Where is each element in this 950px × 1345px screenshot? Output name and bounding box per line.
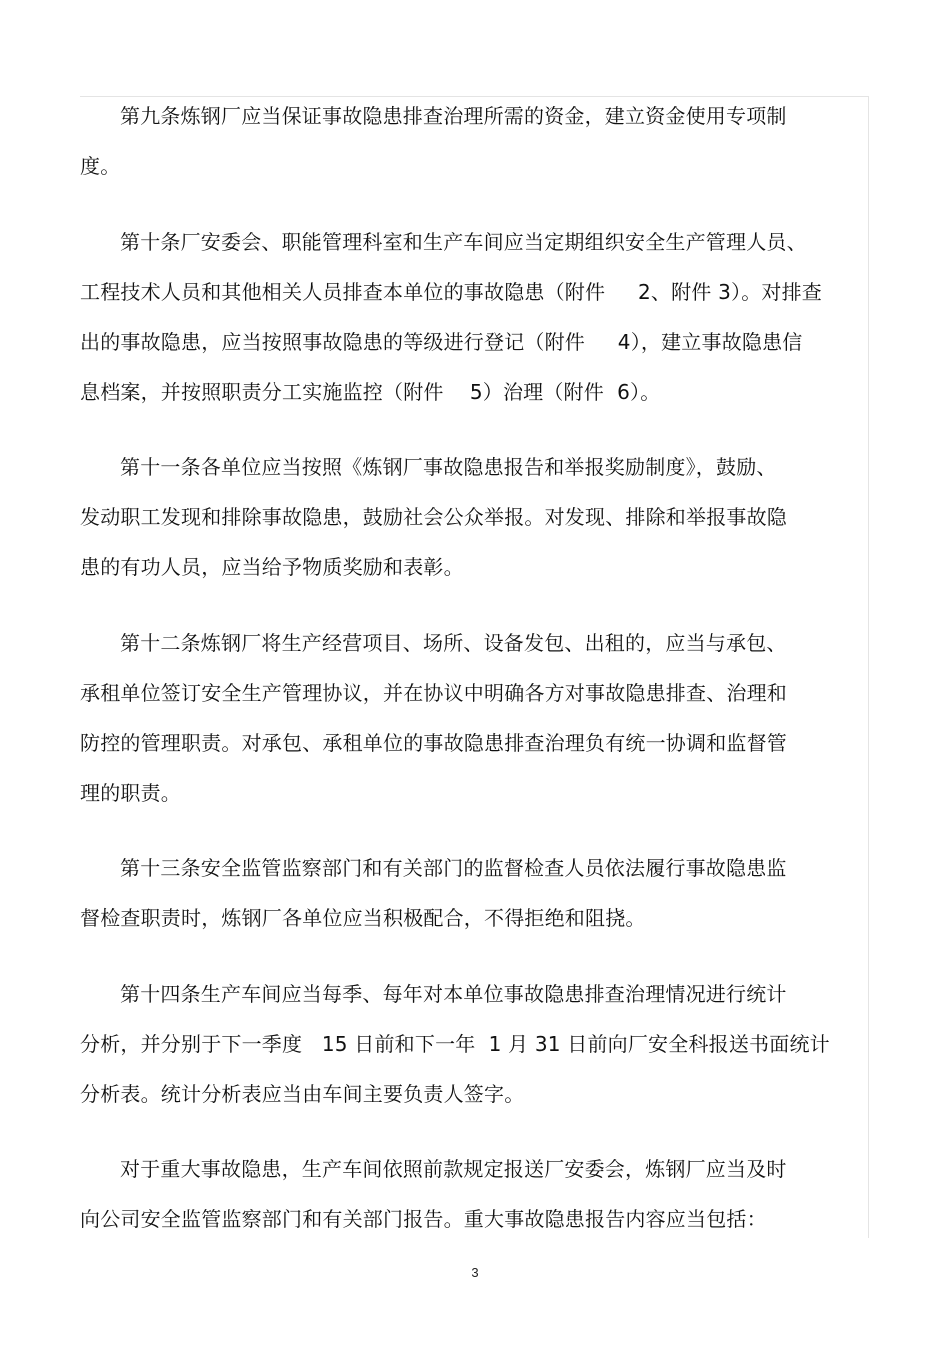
page-number: 3 — [471, 1265, 479, 1280]
text-line: 第十四条生产车间应当每季、每年对本单位事故隐患排查治理情况进行统计 — [120, 982, 787, 1006]
page-frame-top-border — [80, 96, 868, 97]
text-line: 工程技术人员和其他相关人员排查本单位的事故隐患（附件 2、附件 3）。对排查 — [80, 280, 822, 304]
text-line: 防控的管理职责。对承包、承租单位的事故隐患排查治理负有统一协调和监督管 — [80, 731, 787, 755]
text-line: 第十二条炼钢厂将生产经营项目、场所、设备发包、出租的，应当与承包、 — [120, 631, 787, 655]
text-line: 度。 — [80, 154, 121, 178]
text-line: 第十一条各单位应当按照《炼钢厂事故隐患报告和举报奖励制度》，鼓励、 — [120, 455, 777, 479]
text-line: 发动职工发现和排除事故隐患，鼓励社会公众举报。对发现、排除和举报事故隐 — [80, 505, 787, 529]
text-line: 分析表。统计分析表应当由车间主要负责人签字。 — [80, 1082, 525, 1106]
page-frame-right-border — [868, 96, 869, 1238]
text-line: 息档案，并按照职责分工实施监控（附件 5）治理（附件 6）。 — [80, 380, 661, 404]
text-line: 第十三条安全监管监察部门和有关部门的监督检查人员依法履行事故隐患监 — [120, 856, 787, 880]
text-line: 向公司安全监管监察部门和有关部门报告。重大事故隐患报告内容应当包括： — [80, 1207, 767, 1231]
text-line: 第九条炼钢厂应当保证事故隐患排查治理所需的资金，建立资金使用专项制 — [120, 104, 787, 128]
text-line: 对于重大事故隐患，生产车间依照前款规定报送厂安委会，炼钢厂应当及时 — [120, 1157, 787, 1181]
text-line: 分析，并分别于下一季度 15 日前和下一年 1 月 31 日前向厂安全科报送书面统计 — [80, 1032, 830, 1056]
text-line: 承租单位签订安全生产管理协议，并在协议中明确各方对事故隐患排查、治理和 — [80, 681, 787, 705]
text-line: 出的事故隐患，应当按照事故隐患的等级进行登记（附件 4），建立事故隐患信 — [80, 330, 803, 354]
text-line: 第十条厂安委会、职能管理科室和生产车间应当定期组织安全生产管理人员、 — [120, 230, 807, 254]
text-line: 理的职责。 — [80, 781, 181, 805]
text-line: 患的有功人员，应当给予物质奖励和表彰。 — [80, 555, 464, 579]
text-line: 督检查职责时，炼钢厂各单位应当积极配合，不得拒绝和阻挠。 — [80, 906, 646, 930]
